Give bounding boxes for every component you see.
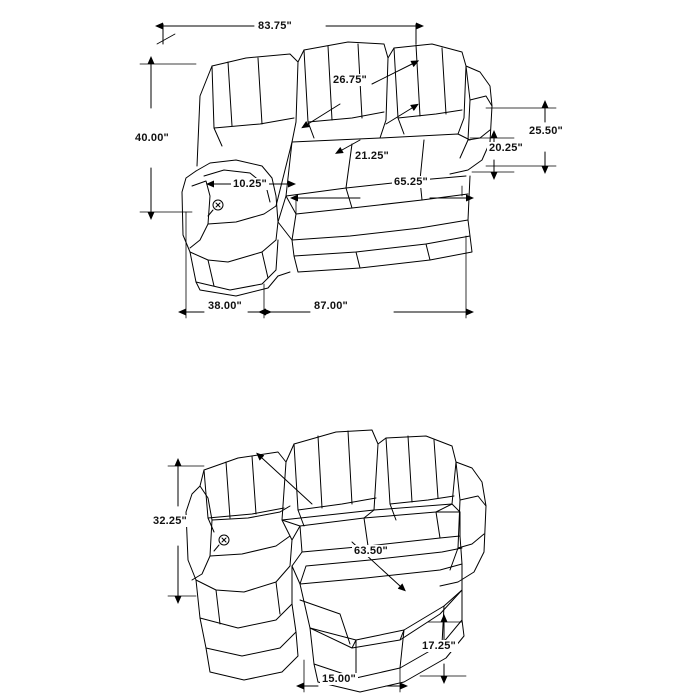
dimension-reclined-seat-diagonal: 63.50" xyxy=(354,545,388,557)
dimension-overall-width: 83.75" xyxy=(258,20,292,32)
dimension-footrest-height: 17.25" xyxy=(422,640,456,652)
dimension-reclined-height: 32.25" xyxy=(153,515,187,527)
dimension-seat-diagonal: 21.25" xyxy=(355,150,389,162)
dimension-seat-width: 65.25" xyxy=(394,176,428,188)
dimension-arm-height: 25.50" xyxy=(529,125,563,137)
dimension-base-depth: 38.00" xyxy=(208,300,242,312)
dimension-overall-height: 40.00" xyxy=(135,132,169,144)
dimension-seat-height: 20.25" xyxy=(489,142,523,154)
dimension-footrest-width: 15.00" xyxy=(322,673,356,685)
dimension-arm-width: 10.25" xyxy=(233,178,267,190)
dimension-base-width: 87.00" xyxy=(314,300,348,312)
dimension-back-height-diagonal: 26.75" xyxy=(333,74,367,86)
